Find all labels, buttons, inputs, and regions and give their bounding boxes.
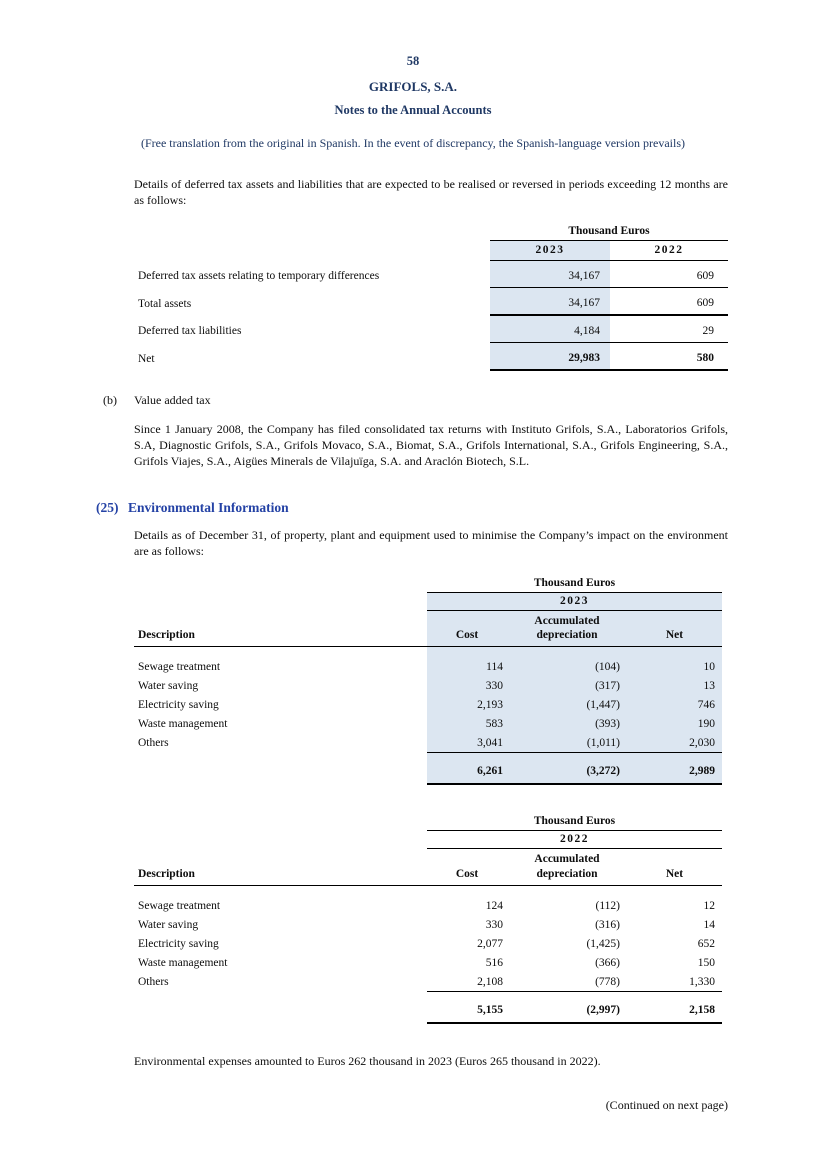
net-value: 1,330 bbox=[627, 972, 722, 992]
col-net: Net bbox=[627, 849, 722, 886]
cost-value: 583 bbox=[427, 714, 507, 733]
section-25-title: Environmental Information bbox=[128, 499, 289, 515]
net-value: 14 bbox=[703, 918, 716, 931]
row-label: Sewage treatment bbox=[138, 660, 221, 673]
net-value: 12 bbox=[703, 899, 716, 912]
cost-value: 124 bbox=[485, 899, 503, 912]
total-accdep: (2,997) bbox=[507, 992, 627, 1024]
row-label: Waste management bbox=[138, 956, 228, 969]
row-label: Water saving bbox=[138, 679, 199, 692]
table-row bbox=[134, 915, 722, 934]
row-label: Net bbox=[138, 352, 155, 365]
col-cost: Cost bbox=[427, 849, 507, 886]
total-cost: 6,261 bbox=[427, 753, 507, 785]
col-description: Description bbox=[134, 610, 427, 647]
table-row bbox=[134, 714, 722, 733]
column-header-row bbox=[134, 610, 722, 647]
year-header: 2023 bbox=[427, 592, 722, 610]
value-2023: 34,167 bbox=[490, 260, 610, 287]
col-accumulated-depreciation: Accumulated depreciation bbox=[507, 610, 627, 647]
year-header: 2022 bbox=[427, 831, 722, 849]
section-b-marker: (b) bbox=[103, 392, 117, 407]
table-row bbox=[134, 315, 728, 343]
cost-value: 330 bbox=[427, 676, 507, 695]
total-row bbox=[134, 753, 722, 785]
table-row bbox=[134, 934, 722, 953]
continued-note: (Continued on next page) bbox=[605, 1098, 728, 1113]
row-label: Waste management bbox=[138, 717, 228, 730]
net-value: 2,030 bbox=[627, 733, 722, 753]
deferred-tax-table bbox=[134, 223, 728, 371]
section-b-paragraph: Since 1 January 2008, the Company has filed consolidated tax returns with Instituto Grifols, S.A., Laboratorios Grifols, S.A, Diagnostic Grifols, S.A., Grifols Movaco, S.A., Biomat, S.A., Grifols International, S.A., Grifols Engineering, S.A., Grifols Viajes, S.A., Aigües Minerals de Vilajuïga, S.A. and Araclón Biotech, S.L. bbox=[134, 421, 728, 468]
cost-value: 2,077 bbox=[477, 937, 503, 950]
cost-value: 2,108 bbox=[427, 972, 507, 992]
table-row bbox=[134, 972, 722, 992]
accdep-value: (104) bbox=[507, 657, 627, 676]
company-name: GRIFOLS, S.A. bbox=[368, 79, 458, 94]
cost-value: 516 bbox=[485, 956, 503, 969]
row-label: Total assets bbox=[138, 297, 192, 310]
table-row bbox=[134, 733, 722, 753]
total-net: 2,158 bbox=[627, 992, 722, 1024]
spacer-row bbox=[134, 886, 722, 897]
accdep-value: (366) bbox=[595, 956, 620, 969]
year-header-row bbox=[134, 592, 722, 610]
table-row bbox=[134, 657, 722, 676]
total-cost: 5,155 bbox=[427, 992, 507, 1024]
row-label: Sewage treatment bbox=[138, 899, 221, 912]
year-2022-header: 2022 bbox=[610, 240, 728, 260]
unit-header: Thousand Euros bbox=[427, 813, 722, 831]
value-2022: 29 bbox=[610, 315, 728, 343]
intro-paragraph: Details of deferred tax assets and liabilities that are expected to be realised or reversed in periods exceeding 12 months are as follows: bbox=[134, 177, 728, 207]
year-2023-header: 2023 bbox=[490, 240, 610, 260]
unit-header: Thousand Euros bbox=[490, 223, 728, 241]
col-accumulated-depreciation: Accumulated depreciation bbox=[507, 849, 627, 886]
net-value: 190 bbox=[627, 714, 722, 733]
value-2022: 580 bbox=[610, 342, 728, 370]
closing-paragraph: Environmental expenses amounted to Euros 262 thousand in 2023 (Euros 265 thousand in 2022). bbox=[134, 1054, 601, 1069]
table-row bbox=[134, 676, 722, 695]
unit-header-row bbox=[134, 575, 722, 593]
net-value: 150 bbox=[697, 956, 716, 969]
page-number: 58 bbox=[406, 54, 420, 68]
row-label: Water saving bbox=[138, 918, 199, 931]
section-25-heading bbox=[96, 500, 826, 516]
cost-value: 2,193 bbox=[427, 695, 507, 714]
accdep-value: (112) bbox=[595, 899, 620, 912]
accdep-value: (1,425) bbox=[586, 937, 620, 950]
year-header-row bbox=[134, 831, 722, 849]
net-value: 652 bbox=[697, 937, 716, 950]
table-row bbox=[134, 896, 722, 915]
row-label: Deferred tax liabilities bbox=[138, 325, 242, 338]
section-25-paragraph: Details as of December 31, of property, plant and equipment used to minimise the Company’s impact on the environment are as follows: bbox=[134, 527, 728, 558]
table-row bbox=[134, 260, 728, 287]
cost-value: 114 bbox=[427, 657, 507, 676]
cost-value: 3,041 bbox=[427, 733, 507, 753]
accdep-value: (1,011) bbox=[507, 733, 627, 753]
value-2023: 4,184 bbox=[490, 315, 610, 343]
net-value: 13 bbox=[627, 676, 722, 695]
year-header-row bbox=[134, 240, 728, 260]
table-row-net bbox=[134, 342, 728, 370]
row-label: Others bbox=[138, 976, 169, 989]
value-2022: 609 bbox=[610, 260, 728, 287]
environment-table-2022 bbox=[134, 813, 722, 1024]
table-row bbox=[134, 953, 722, 972]
accdep-value: (317) bbox=[507, 676, 627, 695]
value-2023: 34,167 bbox=[490, 287, 610, 315]
table-row bbox=[134, 287, 728, 315]
net-value: 10 bbox=[627, 657, 722, 676]
document-title: Notes to the Annual Accounts bbox=[334, 103, 492, 117]
cost-value: 330 bbox=[485, 918, 503, 931]
accdep-value: (778) bbox=[507, 972, 627, 992]
row-label: Electricity saving bbox=[138, 937, 219, 950]
unit-header-row bbox=[134, 813, 722, 831]
total-row bbox=[134, 992, 722, 1024]
row-label: Others bbox=[138, 737, 169, 750]
accdep-value: (316) bbox=[595, 918, 620, 931]
value-2022: 609 bbox=[610, 287, 728, 315]
translation-note: (Free translation from the original in Spanish. In the event of discrepancy, the Spanish-language version prevails) bbox=[140, 136, 686, 150]
accdep-value: (1,447) bbox=[507, 695, 627, 714]
section-25-marker: (25) bbox=[96, 499, 119, 515]
section-b-title: Value added tax bbox=[134, 392, 211, 407]
environment-table-2023 bbox=[134, 575, 722, 786]
column-header-row bbox=[134, 849, 722, 886]
unit-header-row bbox=[134, 223, 728, 241]
value-2023: 29,983 bbox=[490, 342, 610, 370]
section-b-heading bbox=[103, 393, 826, 408]
total-net: 2,989 bbox=[627, 753, 722, 785]
table-row bbox=[134, 695, 722, 714]
spacer-row bbox=[134, 647, 722, 658]
col-net: Net bbox=[627, 610, 722, 647]
total-accdep: (3,272) bbox=[507, 753, 627, 785]
net-value: 746 bbox=[627, 695, 722, 714]
row-label: Electricity saving bbox=[138, 698, 219, 711]
col-description: Description bbox=[134, 849, 427, 886]
col-cost: Cost bbox=[427, 610, 507, 647]
accdep-value: (393) bbox=[507, 714, 627, 733]
row-label: Deferred tax assets relating to temporary differences bbox=[138, 270, 380, 283]
unit-header: Thousand Euros bbox=[427, 575, 722, 593]
